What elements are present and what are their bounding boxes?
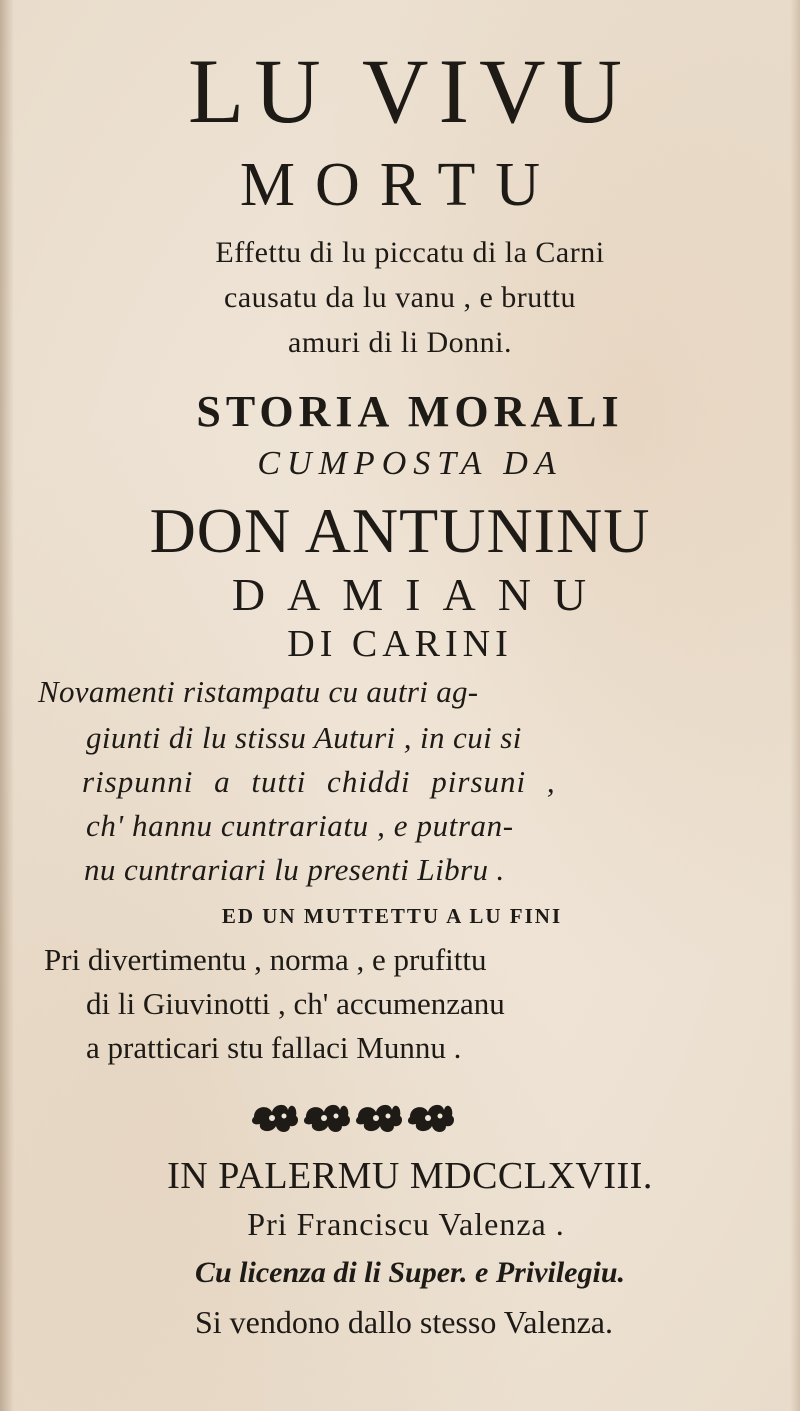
imprint-printer: Pri Franciscu Valenza .	[247, 1206, 565, 1242]
composed-by-label: CUMPOSTA DA	[257, 445, 563, 482]
subtitle-line-2: causatu da lu vanu , e bruttu	[224, 281, 576, 314]
fleuron-ornament-icon	[246, 1096, 456, 1138]
description-line-4: ch' hannu cuntrariatu , e putran-	[86, 808, 514, 843]
addition-heading: ED UN MUTTETTU A LU FINI	[221, 904, 563, 928]
description-line-3: rispunni a tutti chiddi pirsuni ,	[82, 764, 556, 799]
author-name: DON ANTUNINU	[149, 495, 651, 566]
subtitle-line-1: Effettu di lu piccatu di la Carni	[215, 236, 605, 269]
purpose-line-1: Pri divertimentu , norma , e prufittu	[44, 942, 487, 977]
book-title-line-1: LU VIVU	[188, 40, 632, 142]
purpose-line-2: di li Giuvinotti , ch' accumenzanu	[86, 986, 505, 1021]
author-origin: DI CARINI	[287, 623, 513, 665]
imprint-license: Cu licenza di li Super. e Privilegiu.	[194, 1256, 626, 1289]
book-title-line-2: MORTU	[239, 151, 561, 219]
description-line-1: Novamenti ristampatu cu autri ag-	[38, 674, 479, 709]
author-surname: DAMIANU	[231, 569, 609, 620]
imprint-place-year: IN PALERMU MDCCLXVIII.	[167, 1155, 653, 1197]
genre-heading: STORIA MORALI	[196, 387, 624, 436]
purpose-line-3: a pratticari stu fallaci Munnu .	[86, 1030, 462, 1065]
description-line-2: giunti di lu stissu Auturi , in cui si	[86, 720, 522, 755]
subtitle-line-3: amuri di li Donni.	[288, 326, 512, 359]
description-line-5: nu cuntrariari lu presenti Libru .	[84, 852, 505, 887]
imprint-sales: Si vendono dallo stesso Valenza.	[194, 1304, 613, 1340]
